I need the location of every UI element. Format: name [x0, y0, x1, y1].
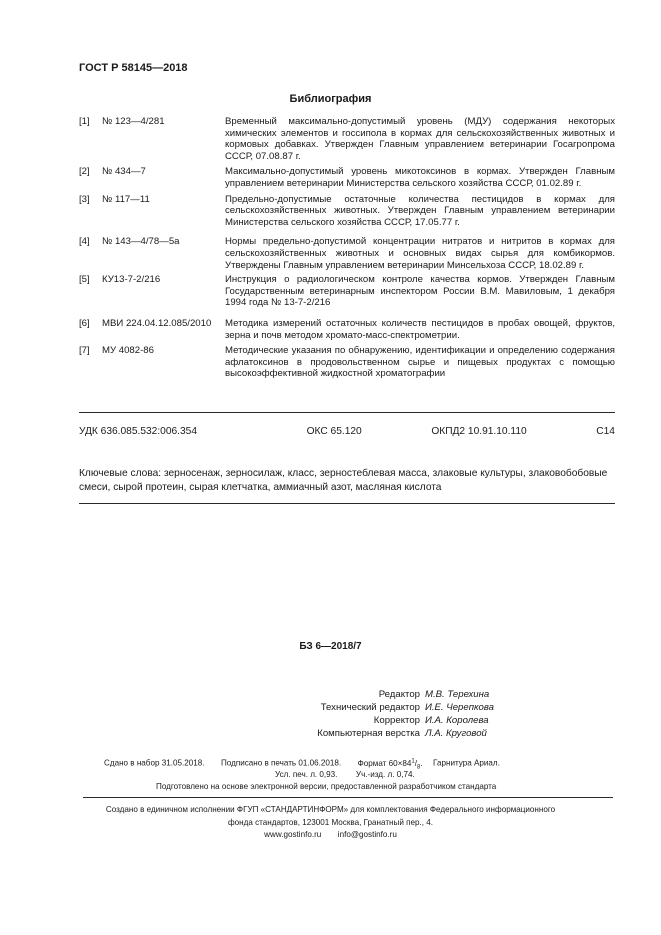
- staff-name: Л.А. Круговой: [425, 728, 487, 739]
- staff-role: Редактор: [378, 689, 420, 700]
- bibliography-entry: [79, 318, 615, 341]
- entry-code: МВИ 224.04.12.085/2010: [102, 317, 212, 329]
- publ-sheets: Уч.-изд. л. 0,74.: [355, 770, 415, 779]
- staff-name: И.А. Королева: [425, 715, 489, 726]
- bibliography-title: Библиография: [289, 93, 372, 105]
- bibliography-entry: [79, 194, 615, 229]
- entry-text: Предельно-допустимые остаточные количества пестицидов в кормах для сельскохозяйственных животных. Утвержден Главным управлением ветеринарии Министерства сельского хозяйства СССР, 17.05.77 г.: [225, 193, 615, 228]
- entry-number: [4]: [79, 236, 90, 248]
- footer: [0, 804, 661, 842]
- footer-line-1: Создано в единичном исполнении ФГУП «СТАНДАРТИНФОРМ» для комплектования Федерального информационного: [105, 805, 556, 814]
- typeface: Гарнитура Ариал.: [433, 758, 500, 768]
- entry-number: [5]: [79, 274, 90, 286]
- bibliography-entry: [79, 274, 615, 309]
- entry-number: [7]: [79, 345, 90, 357]
- entry-text: Инструкция о радиологическом контроле качества кормов. Утвержден Главным Государственным ветеринарным инспектором России В.М. Мавиловым, 1 декабря 1994 года № 13-7-2/216: [225, 274, 615, 309]
- oks-code: ОКС 65.120: [306, 426, 362, 437]
- bz-number: БЗ 6—2018/7: [299, 641, 362, 652]
- staff-names: [425, 688, 494, 740]
- bibliography-entry: [79, 236, 615, 271]
- entry-code: № 117—11: [102, 193, 150, 205]
- staff-roles: [317, 688, 420, 740]
- entry-code: МУ 4082-86: [102, 345, 154, 357]
- email-link[interactable]: info@gostinfo.ru: [337, 830, 397, 839]
- entry-text: Временный максимально-допустимый уровень (МДУ) содержания некоторых химических элементов и госсипола в кормах для сельскохозяйственных животных и кормовых добавках. Утвержден Главным управлением ветеринарии Госагропрома СССР, 07.08.87 г.: [225, 116, 615, 162]
- entry-code: № 123—4/281: [102, 116, 165, 127]
- bibliography-list: [79, 116, 615, 380]
- document-code: ГОСТ Р 58145—2018: [79, 62, 188, 74]
- footer-line-2: фонда стандартов, 123001 Москва, Гранатный пер., 4.: [228, 817, 433, 827]
- divider-bottom: [79, 503, 615, 504]
- divider-footer: [83, 797, 613, 798]
- entry-number: [2]: [79, 166, 90, 178]
- bibliography-entry: [79, 166, 615, 189]
- c-code: С14: [596, 426, 615, 437]
- staff-name: И.Е. Черепкова: [425, 702, 495, 713]
- entry-number: [3]: [79, 193, 90, 205]
- entry-code: № 434—7: [102, 166, 146, 178]
- classification-line: [79, 426, 615, 437]
- udk-code: УДК 636.085.532:006.354: [79, 426, 197, 437]
- prepared-note: Подготовлено на основе электронной версии, предоставленной разработчиком стандарта: [156, 782, 497, 791]
- staff-role: Компьютерная верстка: [317, 728, 420, 739]
- format: Формат $60\times 84^1/_8$.: [357, 758, 423, 771]
- staff-role: Технический редактор: [320, 702, 420, 713]
- entry-text: Максимально-допустимый уровень микотоксинов в кормах. Утвержден Главным управлением ветеринарии Министерства сельского хозяйства СССР, 01.02.89 г.: [225, 166, 615, 189]
- staff-name: М.В. Терехина: [425, 689, 490, 700]
- divider-top: [79, 412, 615, 413]
- entry-code: КУ13-7-2/216: [102, 274, 161, 286]
- entry-number: [6]: [79, 317, 90, 329]
- print-sheets: Усл. печ. л. 0,93.: [275, 770, 338, 779]
- site-link[interactable]: www.gostinfo.ru: [264, 830, 322, 839]
- bibliography-entry: [79, 345, 615, 380]
- staff-role: Корректор: [373, 715, 420, 726]
- entry-number: [1]: [79, 116, 90, 127]
- entry-code: № 143—4/78—5а: [102, 236, 180, 248]
- entry-text: Нормы предельно-допустимой концентрации нитратов и нитритов в кормах для сельскохозяйственных животных и основных видах сырья для комбикормов. Утверждены Главным управлением ветеринарии Минсельхоза СССР, 18.02.89 г.: [225, 236, 615, 271]
- sent-date: Сдано в набор 31.05.2018.: [104, 758, 205, 768]
- okpd-code: ОКПД2 10.91.10.110: [431, 426, 527, 437]
- keywords: Ключевые слова: зерносенаж, зерносилаж, класс, зерностеблевая масса, злаковые культуры, злаковобобовые смеси, сырой протеин, сырая клетчатка, аммиачный азот, масляная кислота: [79, 468, 608, 493]
- signed-date: Подписано в печать 01.06.2018.: [220, 758, 342, 768]
- entry-text: Методика измерений остаточных количеств пестицидов в пробах овощей, фруктов, зерна и почв методом хромато-масс-спектрометрии.: [225, 317, 615, 341]
- entry-text: Методические указания по обнаружению, идентификации и определению содержания афлатоксинов в продовольственном сырье и пищевых продуктах с помощью высокоэффективной жидкостной хроматографии: [225, 345, 615, 380]
- bibliography-entry: [79, 116, 615, 162]
